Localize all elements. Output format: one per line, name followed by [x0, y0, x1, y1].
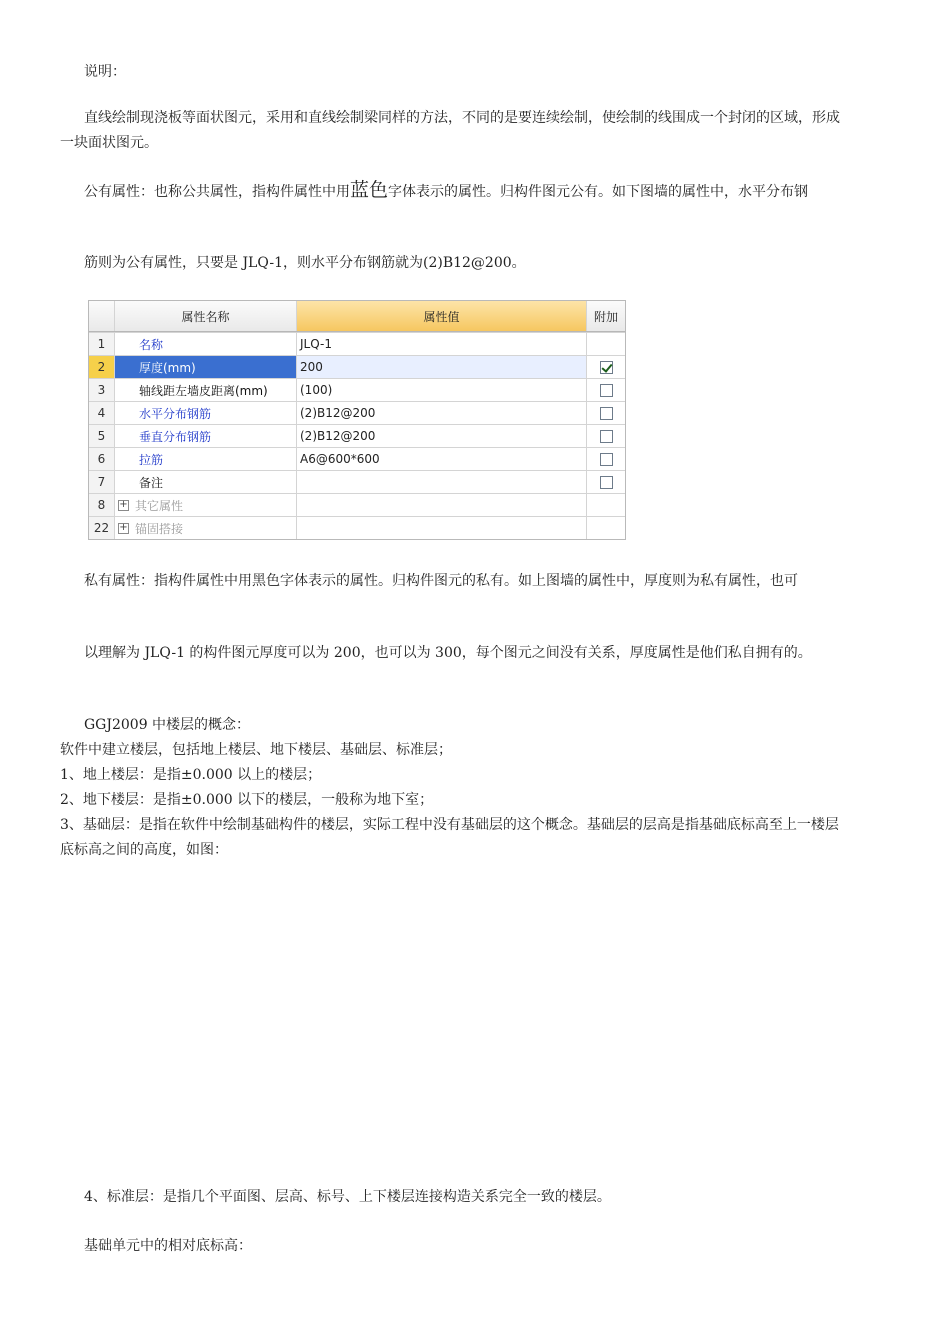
property-name-label: 名称 [139, 337, 164, 352]
property-name-label: 备注 [139, 475, 164, 490]
additional-cell [587, 356, 625, 378]
property-name-cell[interactable] [115, 471, 297, 493]
additional-cell [587, 494, 625, 516]
row-number: 7 [89, 471, 115, 493]
property-name-label: 轴线距左墙皮距离(mm) [139, 383, 268, 398]
table-row[interactable] [89, 493, 625, 516]
table-row[interactable] [89, 378, 625, 401]
paragraph-private-attribute: 私有属性：指构件属性中用黑色字体表示的属性。归构件图元的私有。如上图墙的属性中，厚度则为私有属性，也可 [84, 573, 798, 589]
paragraph-private-attribute-cont: 以理解为 JLQ-1 的构件图元厚度可以为 200，也可以为 300，每个图元之间没有关系，厚度属性是他们私自拥有的。 [84, 645, 812, 661]
property-name-cell[interactable] [115, 494, 297, 516]
paragraph-public-attribute-cont: 筋则为公有属性，只要是 JLQ-1，则水平分布钢筋就为(2)B12@200。 [84, 255, 526, 271]
additional-cell [587, 517, 625, 539]
row-number: 6 [89, 448, 115, 470]
additional-checkbox[interactable] [600, 430, 613, 443]
row-number: 4 [89, 402, 115, 424]
public-attr-blue-word: 蓝色 [350, 179, 389, 201]
property-table [88, 300, 626, 540]
additional-cell [587, 425, 625, 447]
table-row[interactable] [89, 447, 625, 470]
paragraph-public-attribute [60, 178, 840, 205]
property-value-cell[interactable]: JLQ-1 [297, 333, 587, 355]
expand-plus-icon[interactable]: + [119, 499, 128, 510]
property-name-cell[interactable] [115, 402, 297, 424]
property-name-label: 厚度(mm) [139, 360, 196, 375]
row-number: 5 [89, 425, 115, 447]
paragraph-floor-types: 软件中建立楼层，包括地上楼层、地下楼层、基础层、标准层； [60, 742, 452, 758]
table-row[interactable] [89, 355, 625, 378]
property-value-cell[interactable]: A6@600*600 [297, 448, 587, 470]
property-name-label: 拉筋 [139, 452, 164, 467]
header-property-value: 属性值 [297, 301, 587, 331]
table-row[interactable] [89, 424, 625, 447]
property-value-cell[interactable] [297, 471, 587, 493]
list-item-above-ground: 1、地上楼层：是指±0.000 以上的楼层； [60, 767, 322, 783]
additional-cell [587, 471, 625, 493]
row-number: 22 [89, 517, 115, 539]
public-attr-text-a: 公有属性：也称公共属性，指构件属性中用 [84, 184, 350, 200]
property-name-label: 其它属性 [135, 498, 184, 513]
table-row[interactable] [89, 401, 625, 424]
property-name-cell[interactable] [115, 448, 297, 470]
additional-checkbox[interactable] [600, 453, 613, 466]
row-number: 3 [89, 379, 115, 401]
property-value-cell[interactable] [297, 494, 587, 516]
property-value-cell[interactable]: 200 [297, 356, 587, 378]
paragraph-face-drawing: 直线绘制现浇板等面状图元，采用和直线绘制梁同样的方法，不同的是要连续绘制，使绘制的线围成一个封闭的区域，形成一块面状图元。 [60, 110, 840, 151]
table-row[interactable] [89, 332, 625, 355]
property-value-cell[interactable]: (2)B12@200 [297, 402, 587, 424]
additional-cell [587, 448, 625, 470]
property-value-cell[interactable]: (2)B12@200 [297, 425, 587, 447]
header-additional: 附加 [593, 309, 618, 324]
list-item-underground: 2、地下楼层：是指±0.000 以下的楼层，一般称为地下室； [60, 792, 434, 808]
property-name-label: 垂直分布钢筋 [139, 429, 212, 444]
table-row[interactable] [89, 470, 625, 493]
additional-checkbox-checked[interactable] [600, 361, 613, 374]
additional-cell [587, 379, 625, 401]
additional-checkbox[interactable] [600, 384, 613, 397]
property-name-cell[interactable] [115, 517, 297, 539]
list-item-standard-floor: 4、标准层：是指几个平面图、层高、标号、上下楼层连接构造关系完全一致的楼层。 [84, 1189, 611, 1205]
property-name-cell[interactable] [115, 379, 297, 401]
property-table-header [89, 301, 625, 332]
property-value-cell[interactable]: (100) [297, 379, 587, 401]
row-number: 2 [89, 356, 115, 378]
property-name-label: 锚固搭接 [135, 521, 184, 536]
property-name-cell[interactable] [115, 333, 297, 355]
explain-label: 说明： [84, 64, 126, 80]
header-property-name: 属性名称 [115, 301, 297, 331]
property-name-cell[interactable] [115, 425, 297, 447]
property-value-cell[interactable] [297, 517, 587, 539]
header-num-cell [89, 301, 115, 331]
table-row[interactable] [89, 516, 625, 539]
property-name-label: 水平分布钢筋 [139, 406, 212, 421]
paragraph-relative-bottom-elevation: 基础单元中的相对底标高： [84, 1238, 252, 1254]
list-item-foundation-floor: 3、基础层：是指在软件中绘制基础构件的楼层，实际工程中没有基础层的这个概念。基础层的层高是指基础底标高至上一楼层底标高之间的高度，如图： [60, 817, 839, 858]
property-name-cell[interactable] [115, 356, 297, 378]
additional-cell [587, 402, 625, 424]
row-number: 8 [89, 494, 115, 516]
expand-plus-icon[interactable]: + [119, 522, 128, 533]
public-attr-text-b: 字体表示的属性。归构件图元公有。如下图墙的属性中，水平分布钢 [388, 184, 809, 200]
row-number: 1 [89, 333, 115, 355]
additional-checkbox[interactable] [600, 407, 613, 420]
additional-cell [587, 333, 625, 355]
paragraph-floor-concept-title: GGJ2009 中楼层的概念： [84, 717, 251, 733]
additional-checkbox[interactable] [600, 476, 613, 489]
